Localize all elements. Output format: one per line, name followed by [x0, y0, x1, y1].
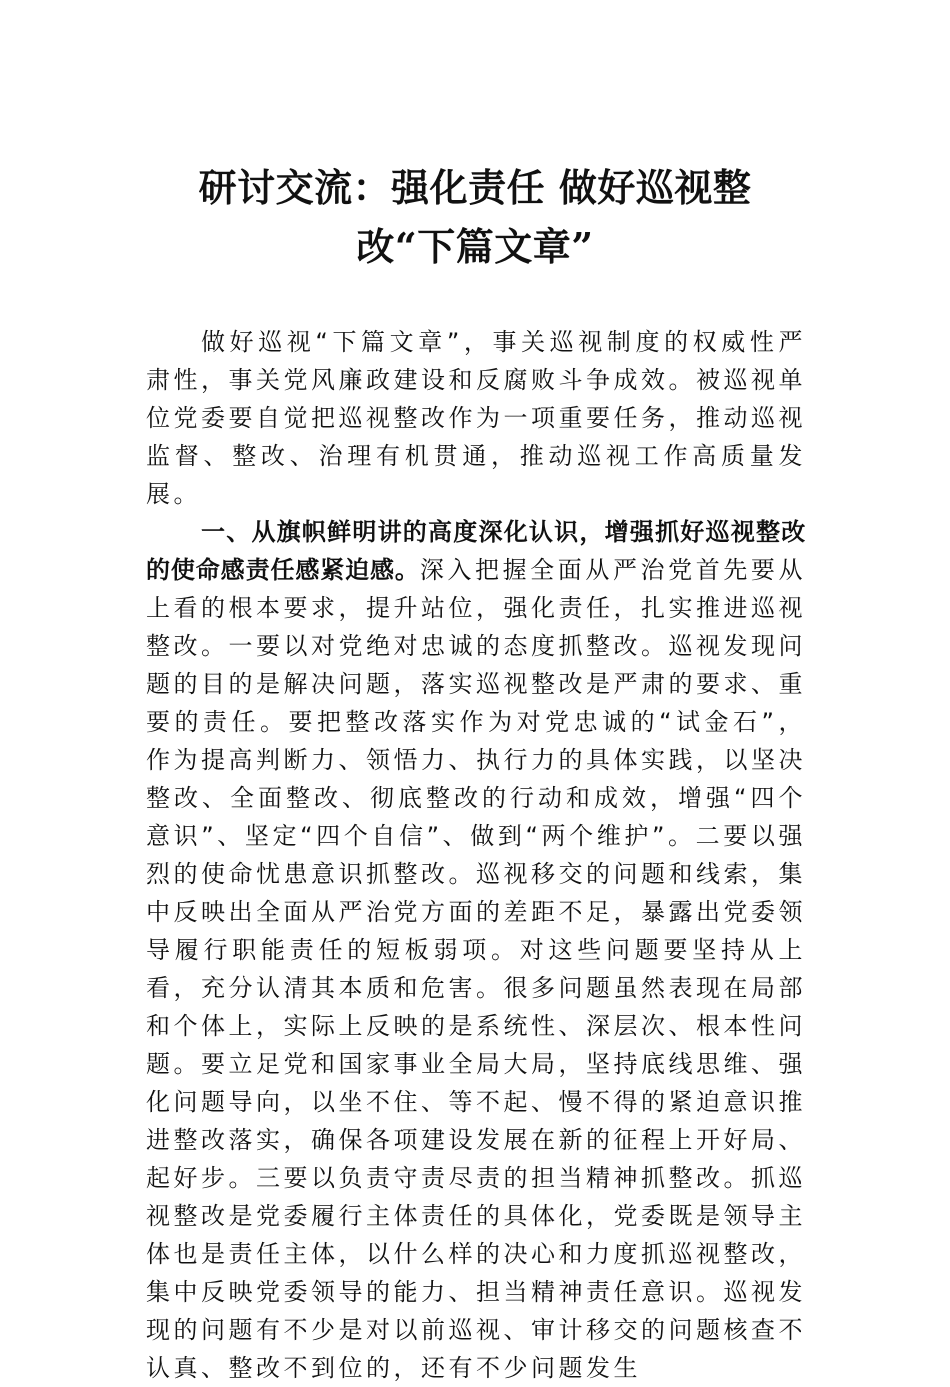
section-1-paragraph [146, 513, 806, 1387]
section-1-heading: 一、从旗帜鲜明讲的高度深化认识，增强抓好巡视整改的使命感责任感紧迫感。 [146, 518, 806, 584]
section-1-text: 深入把握全面从严治党首先要从上看的根本要求，提升站位，强化责任，扎实推进巡视整改。一要以对党绝对忠诚的态度抓整改。巡视发现问题的目的是解决问题，落实巡视整改是严肃的要求、重要的责任。要把整改落实作为对党忠诚的“试金石”，作为提高判断力、领悟力、执行力的具体实践，以坚决整改、全面整改、彻底整改的行动和成效，增强“四个意识”、坚定“四个自信”、做到“两个维护”。二要以强烈的使命忧患意识抓整改。巡视移交的问题和线索，集中反映出全面从严治党方面的差距不足，暴露出党委领导履行职能责任的短板弱项。对这些问题要坚持从上看，充分认清其本质和危害。很多问题虽然表现在局部和个体上，实际上反映的是系统性、深层次、根本性问题。要立足党和国家事业全局大局，坚持底线思维、强化问题导向，以坐不住、等不起、慢不得的紧迫意识推进整改落实，确保各项建设发展在新的征程上开好局、起好步。三要以负责守责尽责的担当精神抓整改。抓巡视整改是党委履行主体责任的具体化，党委既是领导主体也是责任主体，以什么样的决心和力度抓巡视整改，集中反映党委领导的能力、担当精神责任意识。巡视发现的问题有不少是对以前巡视、审计移交的问题核查不认真、整改不到位的，还有不少问题发生 [146, 556, 806, 1382]
document-body [146, 323, 806, 1387]
intro-paragraph: 做好巡视“下篇文章”，事关巡视制度的权威性严肃性，事关党风廉政建设和反腐败斗争成效。被巡视单位党委要自觉把巡视整改作为一项重要任务，推动巡视监督、整改、治理有机贯通，推动巡视工作高质量发展。 [146, 328, 806, 508]
document-title: 研讨交流：强化责任 做好巡视整改“下篇文章” [198, 165, 752, 269]
